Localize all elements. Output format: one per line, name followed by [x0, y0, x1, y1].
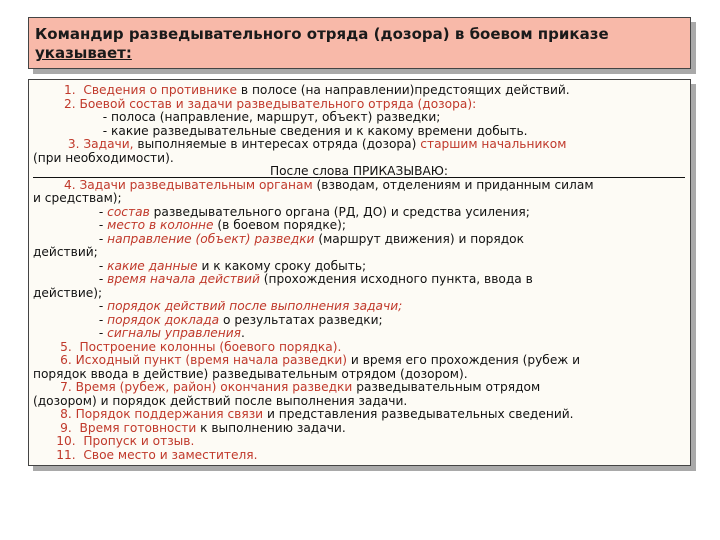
text-line — [33, 111, 685, 125]
text-line — [33, 138, 685, 152]
text-line — [33, 233, 685, 247]
title-box — [28, 17, 691, 69]
plain-text: порядок ввода в действие) разведывательным отрядом (дозором). — [33, 366, 468, 381]
text-line — [33, 381, 685, 395]
text-line — [33, 300, 685, 314]
text-line — [33, 408, 685, 422]
plain-text: к выполнению задачи. — [196, 420, 346, 435]
plain-text: о результатах разведки; — [219, 312, 383, 327]
text-line — [33, 206, 685, 220]
text-line — [33, 341, 685, 355]
plain-text: (прохождения исходного пункта, ввода в — [259, 272, 533, 286]
plain-text: - — [33, 258, 108, 273]
plain-text: - полоса (направление, маршрут, объект) разведки; — [33, 110, 441, 124]
plain-text: действие); — [33, 285, 103, 300]
text-line — [33, 354, 685, 368]
highlighted-text: порядок доклада — [107, 312, 220, 327]
highlighted-text: 4. Задачи разведывательным органам — [33, 177, 313, 192]
highlighted-text: 1. Сведения о противнике — [33, 83, 238, 97]
plain-text: (маршрут движения) и порядок — [314, 231, 524, 246]
plain-text: - — [33, 204, 108, 219]
plain-text: - — [33, 299, 108, 313]
text-line — [33, 314, 685, 328]
plain-text: - какие разведывательные сведения и к какому времени добыть. — [33, 123, 528, 138]
text-line — [33, 98, 685, 112]
title-line-2: указывает: — [35, 44, 132, 62]
plain-text: в полосе (на направлении)предстоящих действий. — [237, 83, 570, 97]
title-line-1: Командир разведывательного отряда (дозора) в боевом приказе — [35, 25, 609, 43]
plain-text: . — [240, 326, 245, 340]
highlighted-text: 5. Построение колонны (боевого порядка). — [33, 339, 342, 354]
plain-text: - — [33, 231, 108, 246]
highlighted-text: 7. Время (рубеж, район) окончания разведки — [33, 380, 353, 394]
highlighted-text: 10. Пропуск и отзыв. — [33, 434, 195, 448]
highlighted-text: 6. Исходный пункт (время начала разведки) — [33, 353, 348, 367]
plain-text: (в боевом порядке); — [213, 218, 347, 232]
plain-text: (взводам, отделениям и приданным силам — [312, 177, 594, 192]
plain-text: действий; — [33, 245, 98, 259]
highlighted-text: 8. Порядок поддержания связи — [33, 407, 264, 421]
highlighted-text: 2. Боевой состав и задачи разведывательного отряда (дозора): — [33, 96, 477, 111]
text-line — [33, 449, 685, 463]
highlighted-text: направление (объект) разведки — [107, 231, 315, 246]
order-text — [33, 84, 685, 462]
highlighted-text: состав — [107, 204, 150, 219]
text-line — [33, 368, 685, 382]
plain-text: и средствам); — [33, 191, 122, 205]
plain-text: выполняемые в интересах отряда (дозора) — [133, 137, 421, 151]
text-line — [33, 84, 685, 98]
plain-text: разведывательного органа (РД, ДО) и средства усиления; — [149, 204, 530, 219]
plain-text: - — [33, 326, 108, 340]
plain-text: - — [33, 272, 108, 286]
plain-text: - — [33, 312, 108, 327]
plain-text: и время его прохождения (рубеж и — [347, 353, 581, 367]
highlighted-text: место в колонне — [107, 218, 214, 232]
text-line — [33, 287, 685, 301]
plain-text: и к какому сроку добыть; — [197, 258, 367, 273]
order-heading: После слова ПРИКАЗЫВАЮ: — [269, 164, 449, 178]
highlighted-text: 11. Свое место и заместителя. — [33, 447, 258, 462]
text-line — [33, 395, 685, 409]
highlighted-text: время начала действий — [107, 272, 260, 286]
plain-text: (при необходимости). — [33, 150, 174, 165]
text-line — [33, 219, 685, 233]
highlighted-text: старшим начальником — [420, 137, 567, 151]
highlighted-text: какие данные — [107, 258, 198, 273]
text-line — [33, 435, 685, 449]
highlighted-text: 9. Время готовности — [33, 420, 197, 435]
highlighted-text: сигналы управления — [107, 326, 241, 340]
highlighted-text: порядок действий после выполнения задачи; — [107, 299, 403, 313]
plain-text: - — [33, 218, 108, 232]
text-line — [33, 260, 685, 274]
text-line — [33, 165, 685, 179]
text-line — [33, 422, 685, 436]
text-line — [33, 152, 685, 166]
text-line — [33, 246, 685, 260]
text-line — [33, 273, 685, 287]
text-line — [33, 179, 685, 193]
text-line — [33, 192, 685, 206]
plain-text: и представления разведывательных сведений. — [263, 407, 574, 421]
plain-text: (дозором) и порядок действий после выполнения задачи. — [33, 393, 408, 408]
plain-text: разведывательным отрядом — [352, 380, 541, 394]
text-line — [33, 125, 685, 139]
highlighted-text: 3. Задачи, — [33, 137, 134, 151]
text-line — [33, 327, 685, 341]
